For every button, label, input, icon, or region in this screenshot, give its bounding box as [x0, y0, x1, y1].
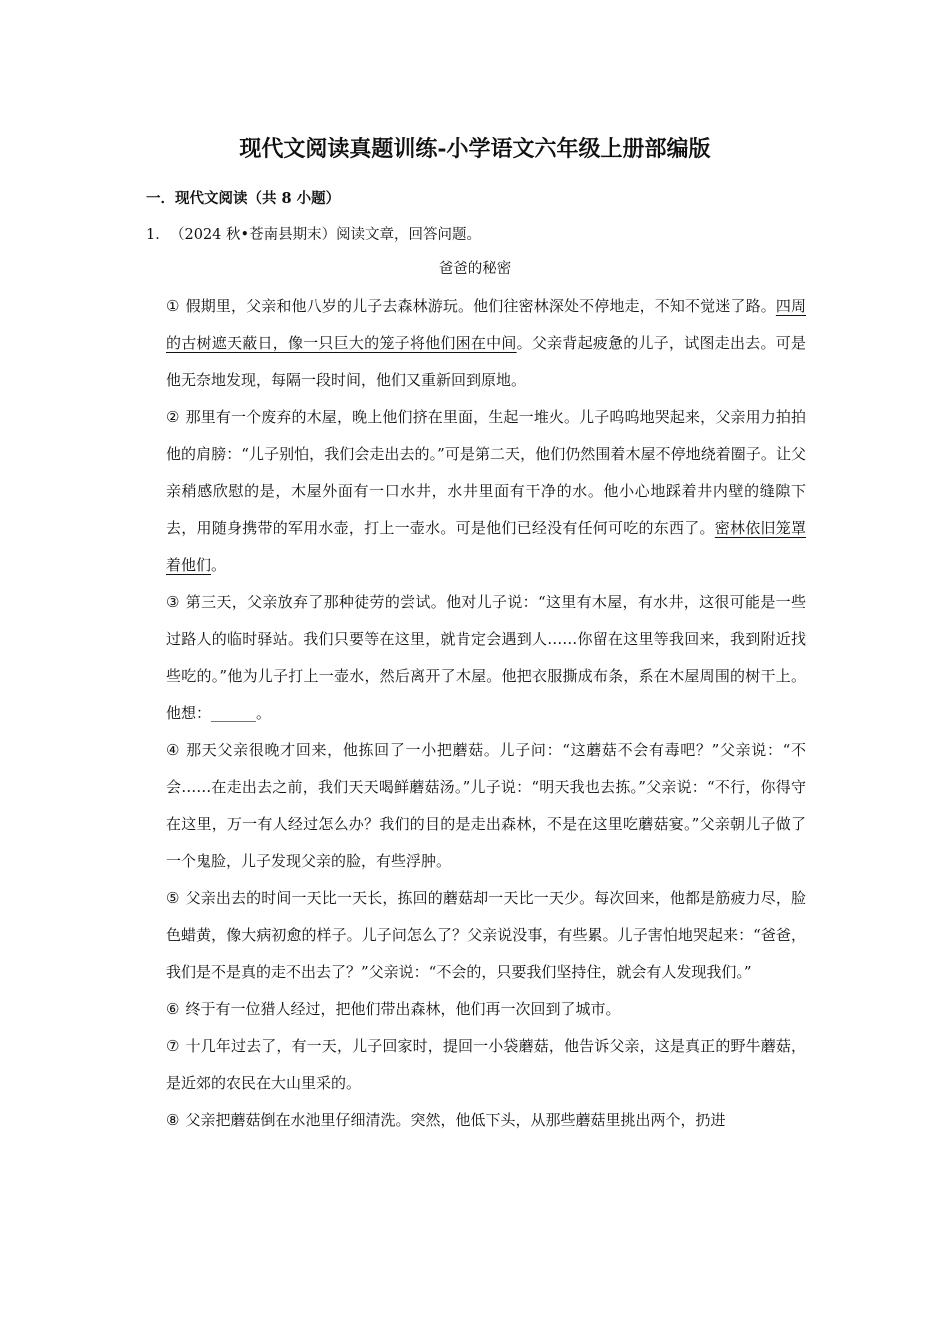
- paragraph-4: [166, 732, 806, 880]
- answer-blank: ______: [211, 704, 257, 722]
- document-title: 现代文阅读真题训练-小学语文六年级上册部编版: [239, 136, 711, 162]
- paragraph-number: ②: [166, 408, 180, 426]
- paragraph-text: 那里有一个废弃的木屋，晚上他们挤在里面，生起一堆火。儿子呜呜地哭起来，父亲用力拍拍他的肩膀：“儿子别怕，我们会走出去的。”可是第二天，他们仍然围着木屋不停地绕着圈子。让父亲稍感欣慰的是，木屋外面有一口水井，水井里面有干净的水。他小心地踩着井内壁的缝隙下去，用随身携带的军用水壶，打上一壶水。可是他们已经没有任何可吃的东西了。: [166, 408, 806, 537]
- paragraph-number: ④: [166, 741, 181, 759]
- paragraph-text: 父亲出去的时间一天比一天长，拣回的蘑菇却一天比一天少。每次回来，他都是筋疲力尽，脸色蜡黄，像大病初愈的样子。儿子问怎么了？父亲说没事，有些累。儿子害怕地哭起来：“爸爸，我们是不是真的走不出去了？”父亲说：“不会的，只要我们坚持住，就会有人发现我们。”: [166, 889, 806, 981]
- paragraph-7: [166, 1028, 806, 1102]
- paragraph-number: ③: [166, 593, 180, 611]
- paragraph-text: 父亲把蘑菇倒在水池里仔细清洗。突然，他低下头，从那些蘑菇里挑出两个，扔进: [185, 1111, 726, 1129]
- paragraph-number: ⑧: [166, 1111, 180, 1129]
- paragraph-text: 。: [211, 556, 227, 574]
- paragraph-8: [166, 1102, 806, 1139]
- paragraph-3: [166, 584, 806, 732]
- paragraph-number: ⑤: [166, 889, 180, 907]
- article-body: [166, 288, 806, 1139]
- question-number: 1．: [146, 227, 170, 243]
- paragraph-number: ⑦: [166, 1037, 180, 1055]
- underlined-sentence: 密林依旧笼罩着他们: [166, 519, 806, 574]
- paragraph-5: [166, 880, 806, 991]
- paragraph-1: [166, 288, 806, 399]
- question-prompt: （2024 秋•苍南县期末）阅读文章，回答问题。: [170, 227, 482, 243]
- paragraph-number: ①: [166, 297, 180, 315]
- paragraph-text: 。父亲背起疲惫的儿子，试图走出去。可是他无奈地发现，每隔一段时间，他们又重新回到原地。: [166, 334, 806, 389]
- paragraph-text: 。: [256, 704, 272, 722]
- question-intro: [146, 223, 481, 247]
- paragraph-2: [166, 399, 806, 584]
- paragraph-text: 假期里，父亲和他八岁的儿子去森林游玩。他们往密林深处不停地走，不知不觉迷了路。: [185, 297, 776, 315]
- article-title: 爸爸的秘密: [438, 261, 512, 277]
- paragraph-text: 十几年过去了，有一天，儿子回家时，提回一小袋蘑菇，他告诉父亲，这是真正的野牛蘑菇，是近郊的农民在大山里采的。: [166, 1037, 806, 1092]
- paragraph-6: [166, 991, 806, 1028]
- section-heading: 一．现代文阅读（共 8 小题）: [146, 190, 341, 207]
- paragraph-text: 终于有一位猎人经过，把他们带出森林，他们再一次回到了城市。: [185, 1000, 621, 1018]
- paragraph-text: 那天父亲很晚才回来，他拣回了一小把蘑菇。儿子问：“这蘑菇不会有毒吧？”父亲说：“不会……在走出去之前，我们天天喝鲜蘑菇汤。”儿子说：“明天我也去拣。”父亲说：“不行，你得守在这里，万一有人经过怎么办？我们的目的是走出森林，不是在这里吃蘑菇宴。”父亲朝儿子做了一个鬼脸，儿子发现父亲的脸，有些浮肿。: [166, 741, 806, 870]
- underlined-sentence: 四周的古树遮天蔽日，像一只巨大的笼子将他们困在中间: [166, 297, 806, 352]
- paragraph-text: 第三天，父亲放弃了那种徒劳的尝试。他对儿子说：“这里有木屋，有水井，这很可能是一些过路人的临时驿站。我们只要等在这里，就肯定会遇到人……你留在这里等我回来，我到附近找些吃的。”他为儿子打上一壶水，然后离开了木屋。他把衣服撕成布条，系在木屋周围的树干上。他想：: [166, 593, 806, 722]
- paragraph-number: ⑥: [166, 1000, 180, 1018]
